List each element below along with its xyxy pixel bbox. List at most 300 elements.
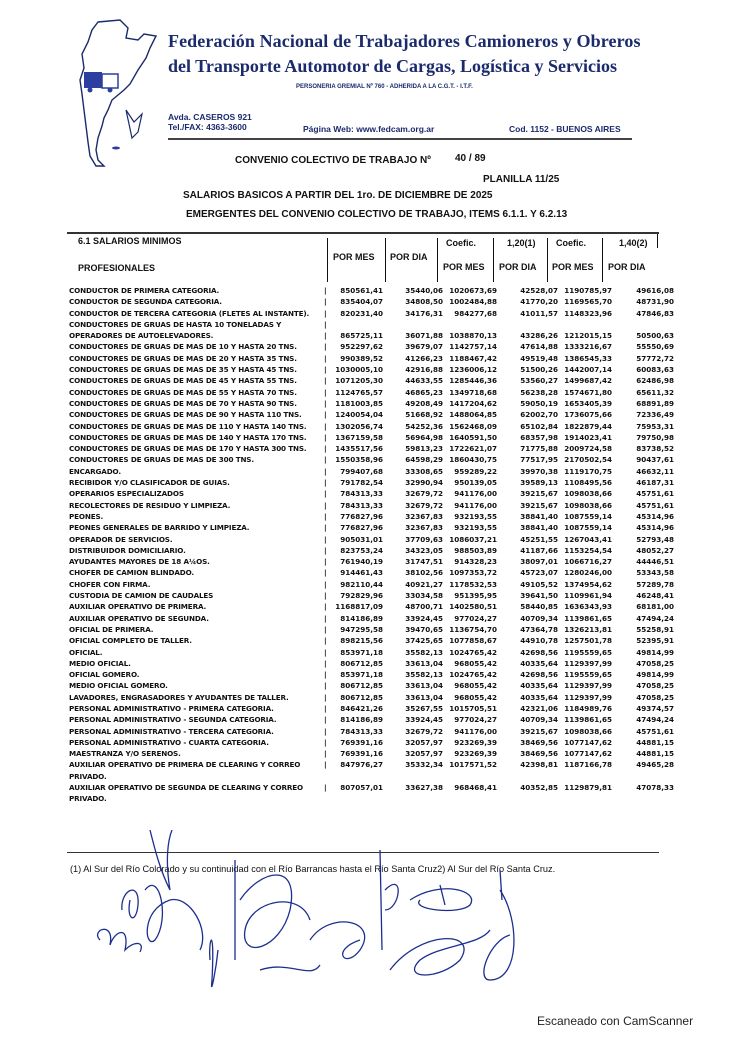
cell-por-mes: 846421,26: [340, 703, 383, 713]
row-category-label: PERSONAL ADMINISTRATIVO - CUARTA CATEGORIA.: [69, 737, 269, 747]
cell-por-dia: 34176,31: [405, 308, 443, 318]
cell-coef1-por-mes: 1015705,51: [449, 703, 497, 713]
cell-coef1-por-mes: 988503,89: [454, 545, 497, 555]
cell-por-mes: 823753,24: [340, 545, 383, 555]
row-divider: |: [324, 478, 327, 488]
column-divider: [657, 234, 658, 248]
table-row: [66, 432, 674, 444]
cell-coef1-por-dia: 47614,88: [520, 342, 558, 352]
cell-coef2-por-mes: 1129397,99: [564, 692, 612, 702]
cell-coef1-por-dia: 42398,81: [520, 760, 558, 770]
table-row: [66, 658, 674, 670]
cell-coef1-por-dia: 40352,85: [520, 783, 558, 793]
cell-coef2-por-dia: 47846,83: [636, 308, 674, 318]
row-category-label: PEONES.: [69, 511, 104, 521]
cell-por-mes: 990389,52: [340, 353, 383, 363]
cell-coef2-por-mes: 1087559,14: [564, 511, 612, 521]
cell-por-mes: 769391,16: [340, 749, 383, 759]
cell-coef2-por-mes: 1077147,62: [564, 749, 612, 759]
row-category-label: MEDIO OFICIAL.: [69, 658, 131, 668]
row-divider: |: [324, 692, 327, 702]
cell-coef2-por-mes: 1195559,65: [564, 647, 612, 657]
table-row: [66, 523, 674, 534]
federation-title-line2: del Transporte Automotor de Cargas, Logística y Servicios: [168, 56, 617, 76]
table-row: [66, 376, 674, 387]
cell-por-dia: 54252,36: [405, 421, 443, 431]
table-row: [66, 692, 674, 704]
cell-por-dia: 35582,13: [405, 647, 443, 657]
cell-coef2-por-mes: 2170502,54: [564, 455, 612, 465]
row-category-label: PERSONAL ADMINISTRATIVO - TERCERA CATEGORIA.: [69, 726, 274, 736]
cell-coef1-por-dia: 42698,56: [520, 670, 558, 680]
cell-coef2-por-dia: 90437,61: [636, 455, 674, 465]
table-row: [66, 794, 666, 805]
table-row: [66, 466, 674, 478]
cell-coef2-por-mes: 1499687,42: [564, 376, 612, 386]
cell-coef1-por-dia: 56238,28: [520, 387, 558, 397]
cell-coef2-por-dia: 60083,63: [636, 365, 674, 375]
cell-coef2-por-dia: 48731,90: [636, 297, 674, 307]
cell-coef2-por-dia: 68891,89: [636, 398, 674, 408]
cell-por-mes: 853971,18: [340, 647, 383, 657]
row-divider: |: [324, 297, 327, 307]
row-category-label: AYUDANTES MAYORES DE 18 A¼OS.: [69, 557, 210, 567]
row-divider: |: [324, 319, 327, 329]
cell-coef1-por-dia: 39215,67: [520, 726, 558, 736]
cell-coef2-por-mes: 1108495,56: [564, 478, 612, 488]
postal-code: Cod. 1152 - BUENOS AIRES: [509, 124, 621, 134]
cell-por-mes: 1030005,10: [335, 365, 383, 375]
table-row: [66, 602, 674, 613]
table-row: [66, 772, 666, 783]
cell-coef1-por-dia: 38841,40: [520, 523, 558, 533]
cell-por-dia: 32679,72: [405, 489, 443, 499]
cell-coef2-por-mes: 1129397,99: [564, 658, 612, 668]
row-divider: |: [324, 602, 327, 612]
cell-coef1-por-mes: 932193,55: [454, 523, 497, 533]
cell-coef1-por-dia: 47364,78: [520, 624, 558, 634]
cell-coef2-por-mes: 1653405,39: [564, 398, 612, 408]
cell-por-mes: 1240054,04: [335, 410, 383, 420]
cell-coef1-por-dia: 39215,67: [520, 500, 558, 510]
cell-por-dia: 33308,65: [405, 466, 443, 476]
row-divider: |: [324, 557, 327, 567]
cell-por-dia: 40921,27: [405, 579, 443, 589]
cell-por-dia: 33613,04: [405, 681, 443, 691]
cell-coef1-por-mes: 1038870,13: [449, 331, 497, 341]
cell-por-mes: 776827,96: [340, 511, 383, 521]
row-category-label: AUXILIAR OPERATIVO DE PRIMERA.: [69, 602, 207, 612]
cell-coef2-por-mes: 1139861,65: [564, 613, 612, 623]
salarios-title: SALARIOS BASICOS A PARTIR DEL 1ro. DE DICIEMBRE DE 2025: [183, 190, 493, 201]
row-category-label: CONDUCTOR DE SEGUNDA CATEGORIA.: [69, 297, 222, 307]
cell-coef1-por-dia: 38097,01: [520, 557, 558, 567]
row-category-label: OFICIAL GOMERO.: [69, 670, 140, 680]
cell-por-dia: 32057,97: [405, 749, 443, 759]
cell-coef1-por-dia: 41011,57: [520, 308, 558, 318]
cell-coef1-por-mes: 1142757,14: [449, 342, 497, 352]
cell-coef2-por-dia: 47078,33: [636, 783, 674, 793]
row-category-label: RECOLECTORES DE RESIDUO Y LIMPIEZA.: [69, 500, 231, 510]
cell-coef1-por-mes: 1285446,36: [449, 376, 497, 386]
table-row: [66, 387, 674, 399]
cell-coef1-por-mes: 968055,42: [454, 692, 497, 702]
cell-por-dia: 44633,55: [405, 376, 443, 386]
cell-por-mes: 784313,33: [340, 500, 383, 510]
row-category-label: CUSTODIA DE CAMION DE CAUDALES: [69, 591, 214, 601]
row-divider: |: [324, 670, 327, 680]
cell-por-dia: 35440,06: [405, 286, 443, 295]
cell-coef2-por-mes: 1129397,99: [564, 681, 612, 691]
cell-por-dia: 35332,34: [405, 760, 443, 770]
convenio-number: 40 / 89: [455, 153, 486, 164]
row-divider: |: [324, 466, 327, 476]
cell-coef1-por-mes: 1349718,68: [449, 387, 497, 397]
row-divider: |: [324, 365, 327, 375]
cell-coef2-por-mes: 1386545,33: [564, 353, 612, 363]
cell-por-dia: 41266,23: [405, 353, 443, 363]
column-divider: [547, 238, 548, 282]
cell-coef1-por-dia: 40335,64: [520, 681, 558, 691]
table-row: [66, 534, 674, 546]
camscanner-watermark: Escaneado con CamScanner: [537, 1014, 694, 1028]
cell-por-dia: 33924,45: [405, 715, 443, 725]
cell-por-mes: 806712,85: [340, 692, 383, 702]
cell-por-dia: 33034,58: [405, 591, 443, 601]
cell-coef2-por-dia: 49465,28: [636, 760, 674, 770]
cell-por-mes: 761940,19: [340, 557, 383, 567]
cell-coef1-por-mes: 1136754,70: [449, 624, 497, 634]
cell-coef2-por-mes: 1169565,70: [564, 297, 612, 307]
row-divider: |: [324, 500, 327, 510]
table-row: [66, 353, 674, 365]
cell-coef1-por-dia: 65102,84: [520, 421, 558, 431]
cell-coef1-por-mes: 1188467,42: [449, 353, 497, 363]
cell-coef1-por-mes: 932193,55: [454, 511, 497, 521]
row-divider: |: [324, 749, 327, 759]
cell-coef2-por-mes: 1442007,14: [564, 365, 612, 375]
cell-por-dia: 59813,23: [405, 444, 443, 454]
row-category-label: CONDUCTOR DE PRIMERA CATEGORIA.: [69, 286, 220, 295]
cell-coef2-por-dia: 49374,57: [636, 703, 674, 713]
row-divider: |: [324, 636, 327, 646]
cell-coef1-por-mes: 941176,00: [454, 726, 497, 736]
subsection-heading: PROFESIONALES: [78, 263, 156, 273]
table-row: [66, 557, 674, 568]
cell-coef2-por-mes: 1077147,62: [564, 737, 612, 747]
row-category-label: LAVADORES, ENGRASADORES Y AYUDANTES DE TALLER.: [69, 692, 289, 702]
table-row: [66, 670, 674, 681]
row-divider: |: [324, 331, 327, 341]
row-category-label: RECIBIDOR Y/O CLASIFICADOR DE GUIAS.: [69, 478, 230, 488]
cell-coef2-por-dia: 52395,91: [636, 636, 674, 646]
cell-por-dia: 33613,04: [405, 658, 443, 668]
cell-por-mes: 814186,89: [340, 715, 383, 725]
cell-coef2-por-dia: 46248,41: [636, 591, 674, 601]
cell-por-mes: 947295,58: [340, 624, 383, 634]
cell-coef1-por-mes: 1086037,21: [449, 534, 497, 544]
cell-coef2-por-dia: 44446,51: [636, 557, 674, 567]
cell-coef2-por-dia: 49814,99: [636, 647, 674, 657]
cell-coef2-por-mes: 1129879,81: [564, 783, 612, 793]
cell-coef1-por-mes: 1097353,72: [449, 568, 497, 578]
cell-coef1-por-dia: 58440,85: [520, 602, 558, 612]
emergentes-title: EMERGENTES DEL CONVENIO COLECTIVO DE TRABAJO, ITEMS 6.1.1. Y 6.2.13: [186, 209, 568, 220]
cell-por-dia: 46865,23: [405, 387, 443, 397]
cell-coef1-por-dia: 39589,13: [520, 478, 558, 488]
row-divider: |: [324, 568, 327, 578]
table-row: [66, 703, 674, 715]
table-row: [66, 455, 674, 466]
row-divider: |: [324, 523, 327, 533]
cell-coef2-por-dia: 45751,61: [636, 726, 674, 736]
signatures-icon: [60, 830, 737, 1010]
cell-coef2-por-dia: 57772,72: [636, 353, 674, 363]
cell-coef1-por-dia: 68357,98: [520, 432, 558, 442]
row-divider: |: [324, 534, 327, 544]
cell-por-dia: 51668,92: [405, 410, 443, 420]
cell-coef1-por-mes: 923269,39: [454, 749, 497, 759]
cell-coef2-por-mes: 1190785,97: [564, 286, 612, 295]
table-row: [66, 421, 674, 433]
cell-por-mes: 952297,62: [340, 342, 383, 352]
cell-coef1-por-mes: 977024,27: [454, 613, 497, 623]
cell-coef2-por-mes: 1098038,66: [564, 726, 612, 736]
table-row: [66, 715, 674, 726]
address-block: [168, 112, 252, 132]
row-category-label: AUXILIAR OPERATIVO DE SEGUNDA.: [69, 613, 209, 623]
cell-coef2-por-mes: 1374954,62: [564, 579, 612, 589]
row-category-label: AUXILIAR OPERATIVO DE SEGUNDA DE CLEARING Y CORREO: [69, 783, 303, 793]
table-row: [66, 297, 674, 308]
cell-coef1-por-mes: 941176,00: [454, 489, 497, 499]
row-divider: |: [324, 681, 327, 691]
cell-por-dia: 32367,83: [405, 511, 443, 521]
row-category-label: CONDUCTORES DE GRUAS DE HASTA 10 TONELADAS Y: [69, 319, 282, 329]
cell-coef1-por-dia: 39215,67: [520, 489, 558, 499]
table-row: [66, 478, 674, 489]
row-category-label: PRIVADO.: [69, 771, 107, 781]
cell-por-mes: 1124765,57: [335, 387, 383, 397]
cell-coef2-por-mes: 1153254,54: [564, 545, 612, 555]
cell-coef2-por-mes: 1139861,65: [564, 715, 612, 725]
cell-coef1-por-mes: 914328,23: [454, 557, 497, 567]
cell-por-mes: 1168817,09: [335, 602, 383, 612]
cell-por-dia: 36071,88: [405, 331, 443, 341]
cell-coef2-por-mes: 1066716,27: [564, 557, 612, 567]
cell-coef2-por-mes: 1280246,00: [564, 568, 612, 578]
table-row: [66, 783, 674, 794]
cell-coef1-por-dia: 45251,55: [520, 534, 558, 544]
cell-coef1-por-mes: 1488064,85: [449, 410, 497, 420]
cell-coef2-por-mes: 1257501,78: [564, 636, 612, 646]
cell-coef1-por-mes: 1017571,52: [449, 760, 497, 770]
cell-coef2-por-dia: 45314,96: [636, 511, 674, 521]
row-divider: |: [324, 624, 327, 634]
row-category-label: OPERARIOS ESPECIALIZADOS: [69, 489, 184, 499]
cell-coef2-por-dia: 79750,98: [636, 432, 674, 442]
cell-por-dia: 32679,72: [405, 500, 443, 510]
cell-coef2-por-dia: 57289,78: [636, 579, 674, 589]
cell-coef2-por-mes: 1098038,66: [564, 489, 612, 499]
cell-coef2-por-mes: 1326213,81: [564, 624, 612, 634]
row-category-label: CHOFER CON FIRMA.: [69, 579, 151, 589]
cell-por-dia: 32367,83: [405, 523, 443, 533]
cell-por-dia: 49208,49: [405, 398, 443, 408]
cell-coef1-por-mes: 1562468,09: [449, 421, 497, 431]
cell-coef1-por-dia: 53560,27: [520, 376, 558, 386]
cell-por-mes: 784313,33: [340, 489, 383, 499]
cell-por-mes: 1071205,30: [335, 376, 383, 386]
column-divider: [602, 238, 603, 282]
cell-por-dia: 38102,56: [405, 568, 443, 578]
cell-por-dia: 48700,71: [405, 602, 443, 612]
cell-por-mes: 814186,89: [340, 613, 383, 623]
row-category-label: DISTRIBUIDOR DOMICILIARIO.: [69, 545, 186, 555]
cell-coef2-por-mes: 1636343,93: [564, 602, 612, 612]
row-category-label: OFICIAL COMPLETO DE TALLER.: [69, 636, 192, 646]
cell-por-mes: 806712,85: [340, 658, 383, 668]
cell-por-mes: 835404,07: [340, 297, 383, 307]
cell-coef2-por-mes: 1087559,14: [564, 523, 612, 533]
cell-coef1-por-dia: 38469,56: [520, 737, 558, 747]
cell-por-dia: 37425,65: [405, 636, 443, 646]
cell-coef1-por-mes: 1640591,50: [449, 432, 497, 442]
table-row: [66, 444, 674, 455]
row-divider: |: [324, 342, 327, 352]
cell-coef2-por-dia: 55550,69: [636, 342, 674, 352]
argentina-map-truck-logo-icon: [68, 14, 178, 174]
cell-por-dia: 33613,04: [405, 692, 443, 702]
column-divider: [493, 238, 494, 282]
table-row: [66, 591, 674, 602]
cell-coef1-por-dia: 42528,07: [520, 286, 558, 295]
cell-por-mes: 807057,01: [340, 783, 383, 793]
cell-coef2-por-dia: 48052,27: [636, 545, 674, 555]
table-row: [66, 365, 674, 376]
row-divider: |: [324, 286, 327, 295]
cell-coef2-por-dia: 44881,15: [636, 737, 674, 747]
row-category-label: CONDUCTORES DE GRUAS DE MAS DE 140 Y HASTA 170 TNS.: [69, 432, 307, 442]
header-divider: [168, 138, 632, 140]
row-divider: |: [324, 444, 327, 454]
footnote: (1) Al Sur del Río Colorado y su continuidad con el Río Barrancas hasta el Río Santa Cruz2) Al Sur del Río Santa Cruz.: [70, 864, 556, 874]
cell-coef1-por-mes: 923269,39: [454, 737, 497, 747]
cell-coef1-por-mes: 951395,95: [454, 591, 497, 601]
cell-coef1-por-dia: 43286,26: [520, 331, 558, 341]
cell-coef2-por-mes: 1574671,80: [564, 387, 612, 397]
cell-por-mes: 1435517,56: [335, 444, 383, 454]
cell-coef1-por-dia: 45723,07: [520, 568, 558, 578]
cell-coef2-por-mes: 1212015,15: [564, 331, 612, 341]
table-row: [66, 760, 674, 771]
cell-por-dia: 39470,65: [405, 624, 443, 634]
cell-por-dia: 32990,94: [405, 478, 443, 488]
row-divider: |: [324, 658, 327, 668]
cell-coef1-por-dia: 62002,70: [520, 410, 558, 420]
table-row: [66, 342, 674, 353]
cell-por-mes: 792829,96: [340, 591, 383, 601]
cell-coef2-por-mes: 1109961,94: [564, 591, 612, 601]
cell-coef2-por-dia: 46187,31: [636, 478, 674, 488]
phone: Tel./FAX: 4363-3600: [168, 122, 247, 132]
row-category-label: OPERADOR DE SERVICIOS.: [69, 534, 173, 544]
cell-coef2-por-dia: 47494,24: [636, 613, 674, 623]
cell-coef2-por-dia: 47058,25: [636, 692, 674, 702]
cell-por-mes: 847976,27: [340, 760, 383, 770]
personeria-gremial: PERSONERIA GREMIAL Nº 760 - ADHERIDA A LA C.G.T. - I.T.F.: [296, 84, 473, 90]
row-category-label: OFICIAL.: [69, 647, 103, 657]
row-divider: |: [324, 376, 327, 386]
row-divider: |: [324, 760, 327, 770]
convenio-label: CONVENIO COLECTIVO DE TRABAJO Nº: [235, 155, 431, 166]
cell-coef1-por-dia: 39970,38: [520, 466, 558, 476]
table-row: [66, 545, 674, 557]
cell-por-dia: 37709,63: [405, 534, 443, 544]
row-category-label: OPERADORES DE AUTOELEVADORES.: [69, 331, 214, 341]
cell-coef2-por-mes: 1914023,41: [564, 432, 612, 442]
header-coef1-value: 1,20(1): [507, 238, 536, 248]
cell-por-dia: 34808,50: [405, 297, 443, 307]
cell-por-mes: 1181003,85: [335, 398, 383, 408]
cell-coef2-por-mes: 1119170,75: [564, 466, 612, 476]
header-por-mes: POR MES: [333, 252, 375, 262]
column-divider: [437, 238, 438, 282]
cell-coef2-por-mes: 1267043,41: [564, 534, 612, 544]
table-row: [66, 489, 674, 500]
cell-coef2-por-dia: 47058,25: [636, 658, 674, 668]
row-divider: |: [324, 715, 327, 725]
cell-por-dia: 39679,07: [405, 342, 443, 352]
cell-coef2-por-dia: 68181,00: [636, 602, 674, 612]
row-divider: |: [324, 726, 327, 736]
cell-coef2-por-mes: 1736075,66: [564, 410, 612, 420]
row-category-label: CONDUCTORES DE GRUAS DE MAS DE 35 Y HASTA 45 TNS.: [69, 365, 297, 375]
cell-coef1-por-dia: 59050,19: [520, 398, 558, 408]
cell-coef1-por-mes: 977024,27: [454, 715, 497, 725]
table-row: [66, 613, 674, 625]
cell-coef1-por-dia: 71775,88: [520, 444, 558, 454]
row-category-label: MAESTRANZA Y/O SERENOS.: [69, 749, 181, 759]
federation-title-line1: Federación Nacional de Trabajadores Camioneros y Obreros: [168, 31, 641, 51]
cell-por-mes: 914461,43: [340, 568, 383, 578]
table-row: [66, 320, 666, 331]
cell-coef1-por-dia: 44910,78: [520, 636, 558, 646]
table-row: [66, 681, 674, 692]
row-category-label: CONDUCTORES DE GRUAS DE MAS DE 10 Y HASTA 20 TNS.: [69, 342, 297, 352]
cell-coef1-por-dia: 39641,50: [520, 591, 558, 601]
row-category-label: ENCARGADO.: [69, 466, 121, 476]
cell-coef1-por-mes: 1417204,62: [449, 398, 497, 408]
header-coef1-label: Coefic.: [446, 238, 477, 248]
cell-coef2-por-dia: 47494,24: [636, 715, 674, 725]
table-top-border: [67, 232, 659, 234]
cell-coef1-por-mes: 968055,42: [454, 681, 497, 691]
cell-coef1-por-mes: 984277,68: [454, 308, 497, 318]
row-category-label: PRIVADO.: [69, 794, 107, 804]
row-divider: |: [324, 511, 327, 521]
cell-coef1-por-mes: 1077858,67: [449, 636, 497, 646]
cell-coef1-por-mes: 1236006,12: [449, 365, 497, 375]
row-category-label: CONDUCTORES DE GRUAS DE MAS DE 20 Y HASTA 35 TNS.: [69, 353, 297, 363]
row-category-label: CONDUCTORES DE GRUAS DE MAS DE 70 Y HASTA 90 TNS.: [69, 398, 297, 408]
cell-coef2-por-mes: 1333216,67: [564, 342, 612, 352]
cell-por-mes: 806712,85: [340, 681, 383, 691]
row-divider: |: [324, 410, 327, 420]
row-category-label: CHOFER DE CAMION BLINDADO.: [69, 568, 194, 578]
row-divider: |: [324, 432, 327, 442]
header-coef2-por-mes: POR MES: [552, 262, 594, 272]
